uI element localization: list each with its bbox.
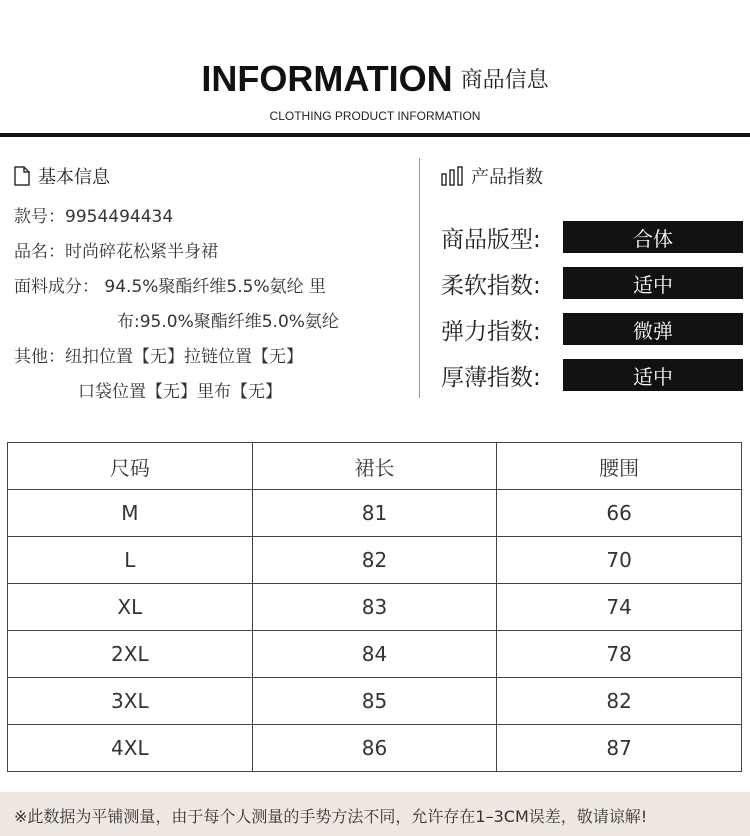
style-number-value: 9954494434 <box>65 207 174 227</box>
cell-length: 83 <box>252 584 497 631</box>
footer-note: ※此数据为平铺测量，由于每个人测量的手势方法不同，允许存在1–3CM误差，敬请谅解! <box>14 807 648 826</box>
other-value-1: 纽扣位置【无】拉链位置【无】 <box>65 347 303 367</box>
index-label: 弹力指数: <box>441 318 541 345</box>
basic-info-title: 基本信息 <box>38 167 110 188</box>
cell-size: 3XL <box>8 678 253 725</box>
table-row <box>8 537 742 584</box>
cell-size: L <box>8 537 253 584</box>
index-value: 适中 <box>563 267 743 299</box>
style-number-label: 款号： <box>14 207 65 227</box>
size-table <box>7 442 742 772</box>
fabric-label: 面料成分： <box>14 277 99 297</box>
product-name-line <box>14 235 414 270</box>
product-index-section <box>441 162 746 398</box>
cell-length: 85 <box>252 678 497 725</box>
header-rule <box>0 133 750 137</box>
index-label: 商品版型: <box>441 226 541 253</box>
fabric-line <box>14 270 414 305</box>
cell-waist: 87 <box>497 725 742 772</box>
other-label: 其他： <box>14 347 65 367</box>
cell-size: M <box>8 490 253 537</box>
index-row-fit <box>441 214 746 260</box>
fabric-value-1: 94.5%聚酯纤维5.5%氨纶 里 <box>104 277 327 297</box>
header-waist: 腰围 <box>497 443 742 490</box>
cell-length: 81 <box>252 490 497 537</box>
title-chinese: 商品信息 <box>460 68 549 93</box>
other-value-2: 口袋位置【无】里布【无】 <box>78 382 282 402</box>
cell-size: XL <box>8 584 253 631</box>
size-table-header <box>8 443 742 490</box>
product-name-label: 品名： <box>14 242 65 262</box>
table-row <box>8 725 742 772</box>
index-value: 微弹 <box>563 313 743 345</box>
footer-note-bar <box>0 792 750 836</box>
index-row-thickness <box>441 352 746 398</box>
basic-info-heading <box>14 162 414 190</box>
cell-length: 82 <box>252 537 497 584</box>
table-row <box>8 678 742 725</box>
cell-waist: 70 <box>497 537 742 584</box>
style-number-line <box>14 200 414 235</box>
cell-waist: 66 <box>497 490 742 537</box>
title-english: INFORMATION <box>201 58 453 99</box>
index-label: 柔软指数: <box>441 272 541 299</box>
table-row <box>8 584 742 631</box>
title-row <box>0 58 750 100</box>
other-line <box>14 340 414 375</box>
index-label: 厚薄指数: <box>441 364 541 391</box>
index-value: 合体 <box>563 221 743 253</box>
table-row <box>8 490 742 537</box>
cell-waist: 74 <box>497 584 742 631</box>
subtitle: CLOTHING PRODUCT INFORMATION <box>269 109 481 123</box>
bar-chart-icon <box>441 166 463 186</box>
header-size: 尺码 <box>8 443 253 490</box>
header-length: 裙长 <box>252 443 497 490</box>
product-index-title: 产品指数 <box>471 167 543 188</box>
index-row-softness <box>441 260 746 306</box>
document-icon <box>14 166 30 186</box>
cell-size: 4XL <box>8 725 253 772</box>
table-row <box>8 631 742 678</box>
cell-length: 86 <box>252 725 497 772</box>
cell-waist: 82 <box>497 678 742 725</box>
section-divider <box>419 158 420 398</box>
cell-waist: 78 <box>497 631 742 678</box>
cell-size: 2XL <box>8 631 253 678</box>
header <box>0 0 750 140</box>
fabric-value-2: 布:95.0%聚酯纤维5.0%氨纶 <box>117 312 339 332</box>
product-index-heading <box>441 162 746 190</box>
cell-length: 84 <box>252 631 497 678</box>
basic-info-section <box>14 162 414 410</box>
product-name-value: 时尚碎花松紧半身裙 <box>65 242 218 262</box>
index-value: 适中 <box>563 359 743 391</box>
index-row-elasticity <box>441 306 746 352</box>
